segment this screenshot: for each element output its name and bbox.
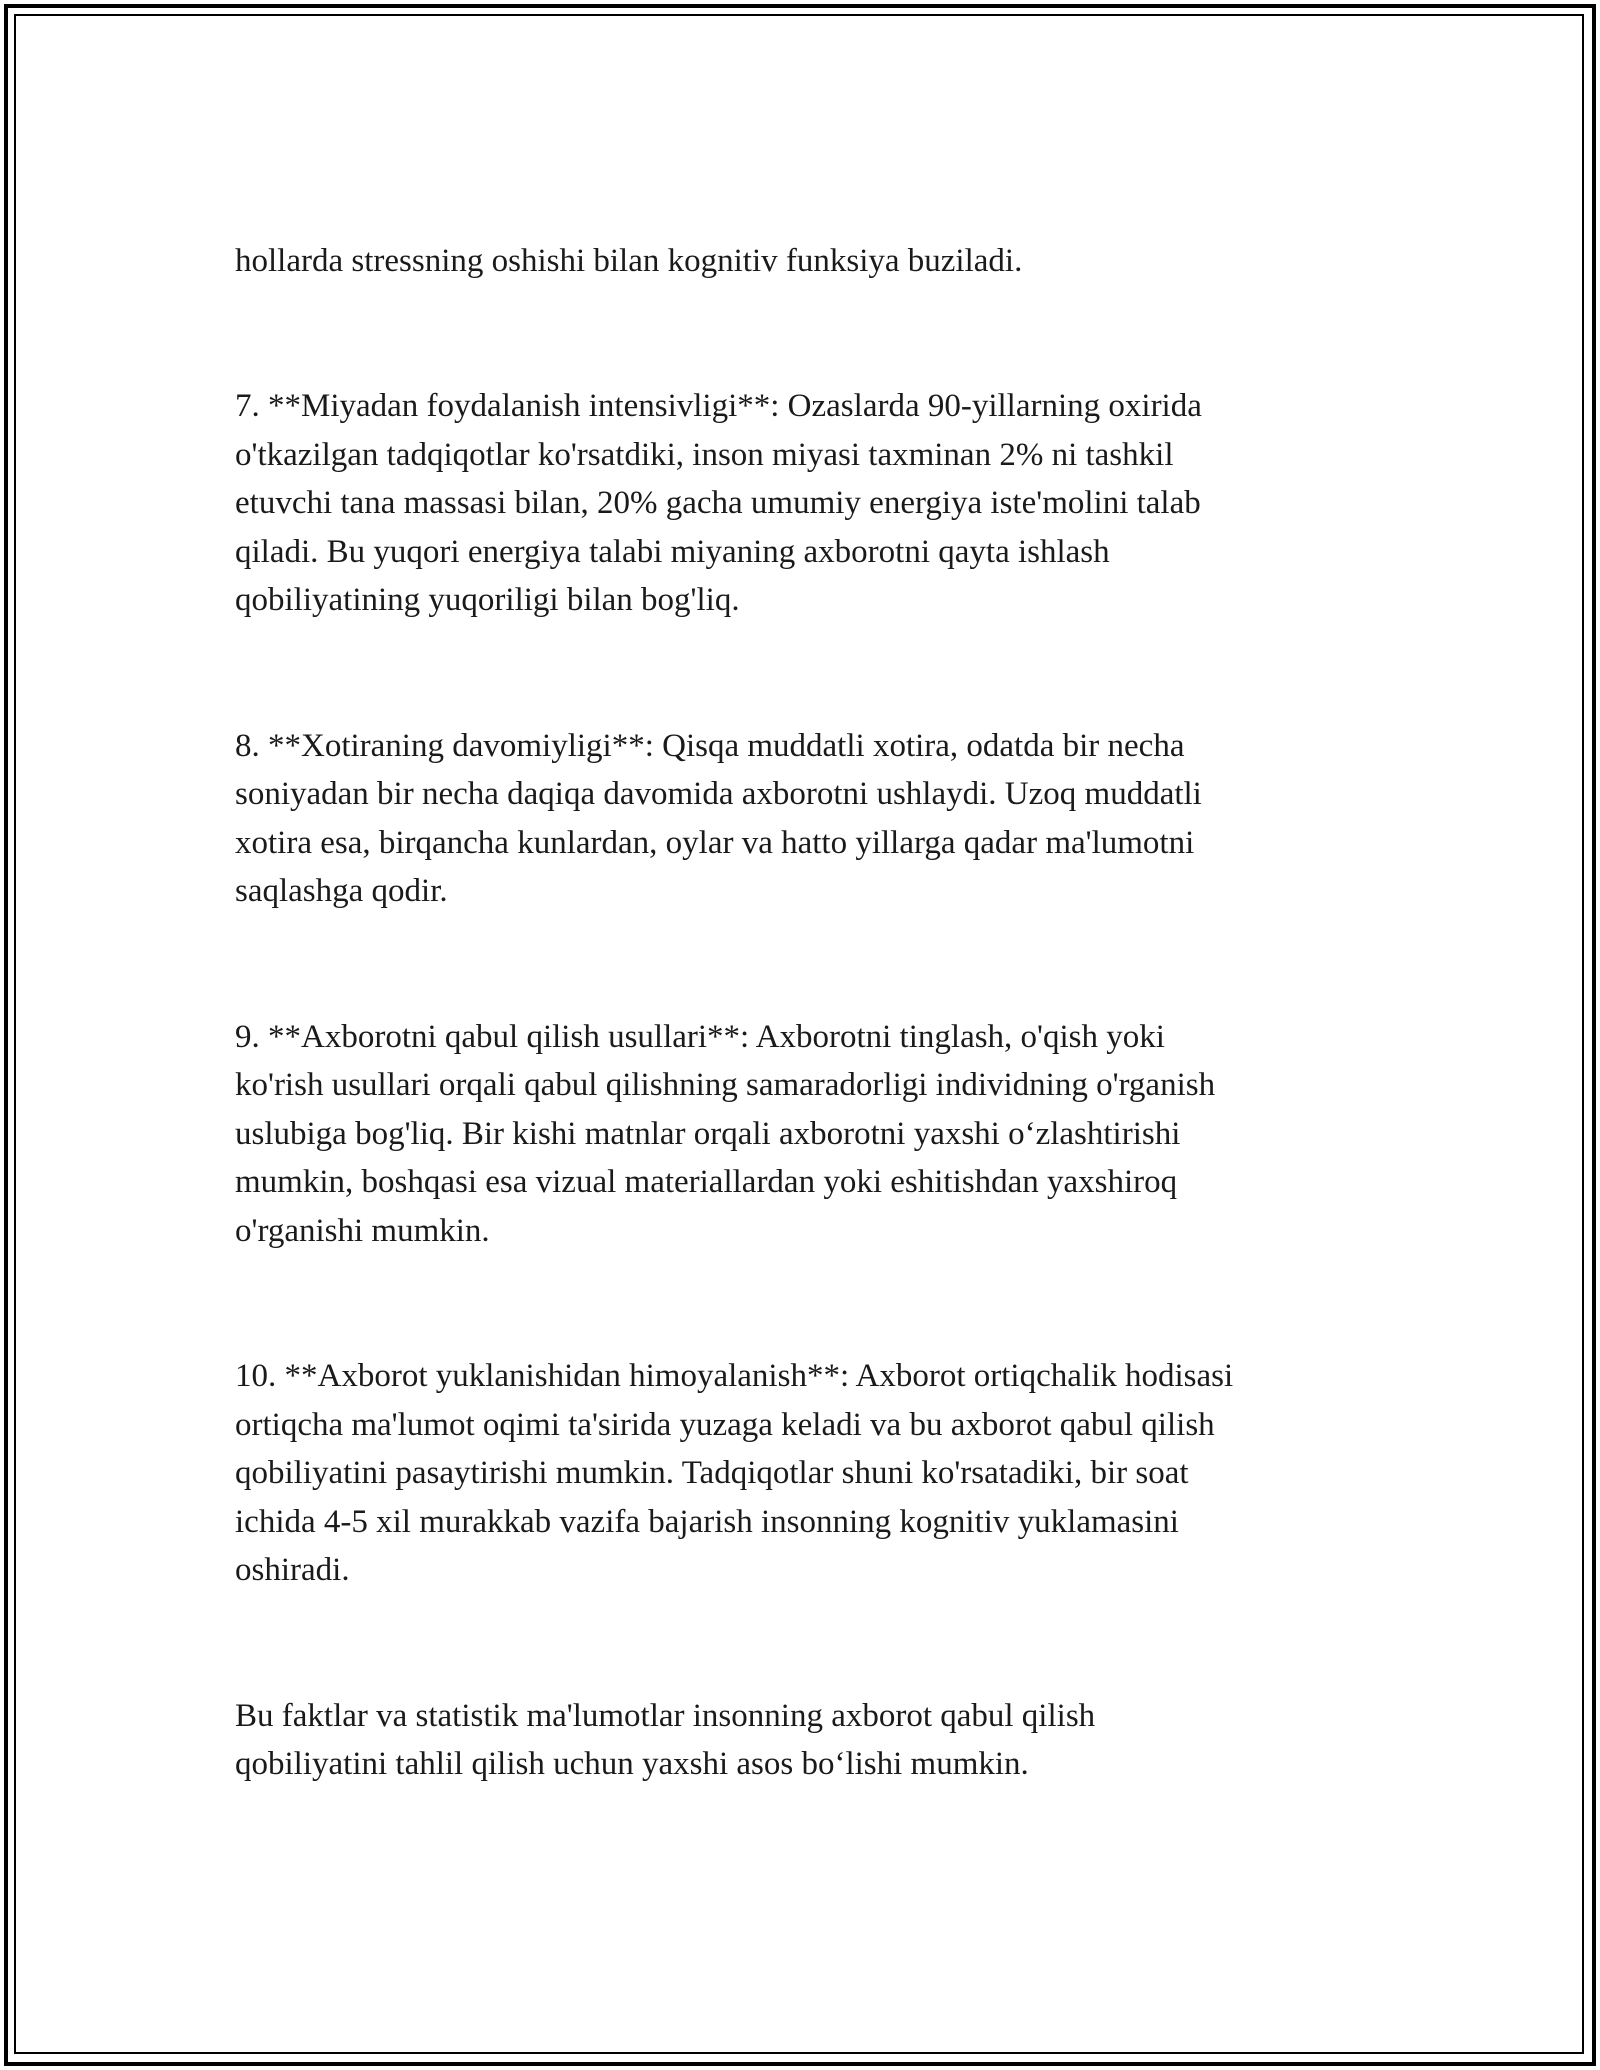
paragraph-item-7: 7. **Miyadan foydalanish intensivligi**: Ozaslarda 90-yillarning oxirida o'tkazilgan tadqiqotlar ko'rsatdiki, inson miyasi taxminan 2% ni tashkil etuvchi tana massasi bilan, 20% gacha umumiy energiya iste'molini talab qiladi. Bu yuqori energiya talabi miyaning axborotni qayta ishlash qobiliyatining yuqoriligi bilan bog'liq. xyxy=(235,388,1202,618)
paragraph-item-8: 8. **Xotiraning davomiyligi**: Qisqa muddatli xotira, odatda bir necha soniyadan bir necha daqiqa davomida axborotni ushlaydi. Uzoq muddatli xotira esa, birqancha kunlardan, oylar va hatto yillarga qadar ma'lumotni saqlashga qodir. xyxy=(235,727,1202,909)
paragraph-item-9: 9. **Axborotni qabul qilish usullari**: Axborotni tinglash, o'qish yoki ko'rish usullari orqali qabul qilishning samaradorligi individning o'rganish uslubiga bog'liq. Bir kishi matnlar orqali axborotni yaxshi o‘zlashtirishi mumkin, boshqasi esa vizual materiallardan yoki eshitishdan yaxshiroq o'rganishi mumkin. xyxy=(235,1018,1216,1249)
document-body xyxy=(235,188,1375,1886)
paragraph-item-10: 10. **Axborot yuklanishidan himoyalanish**: Axborot ortiqchalik hodisasi ortiqcha ma'lumot oqimi ta'sirida yuzaga keladi va bu axborot qabul qilish qobiliyatini pasaytirishi mumkin. Tadqiqotlar shuni ko'rsatadiki, bir soat ichida 4-5 xil murakkab vazifa bajarish insonning kognitiv yuklamasini oshiradi. xyxy=(235,1358,1234,1588)
paragraph-conclusion: Bu faktlar va statistik ma'lumotlar insonning axborot qabul qilish qobiliyatini tahlil qilish uchun yaxshi asos bo‘lishi mumkin. xyxy=(235,1697,1096,1782)
paragraph-continuation: hollarda stressning oshishi bilan kognitiv funksiya buziladi. xyxy=(235,242,1023,279)
